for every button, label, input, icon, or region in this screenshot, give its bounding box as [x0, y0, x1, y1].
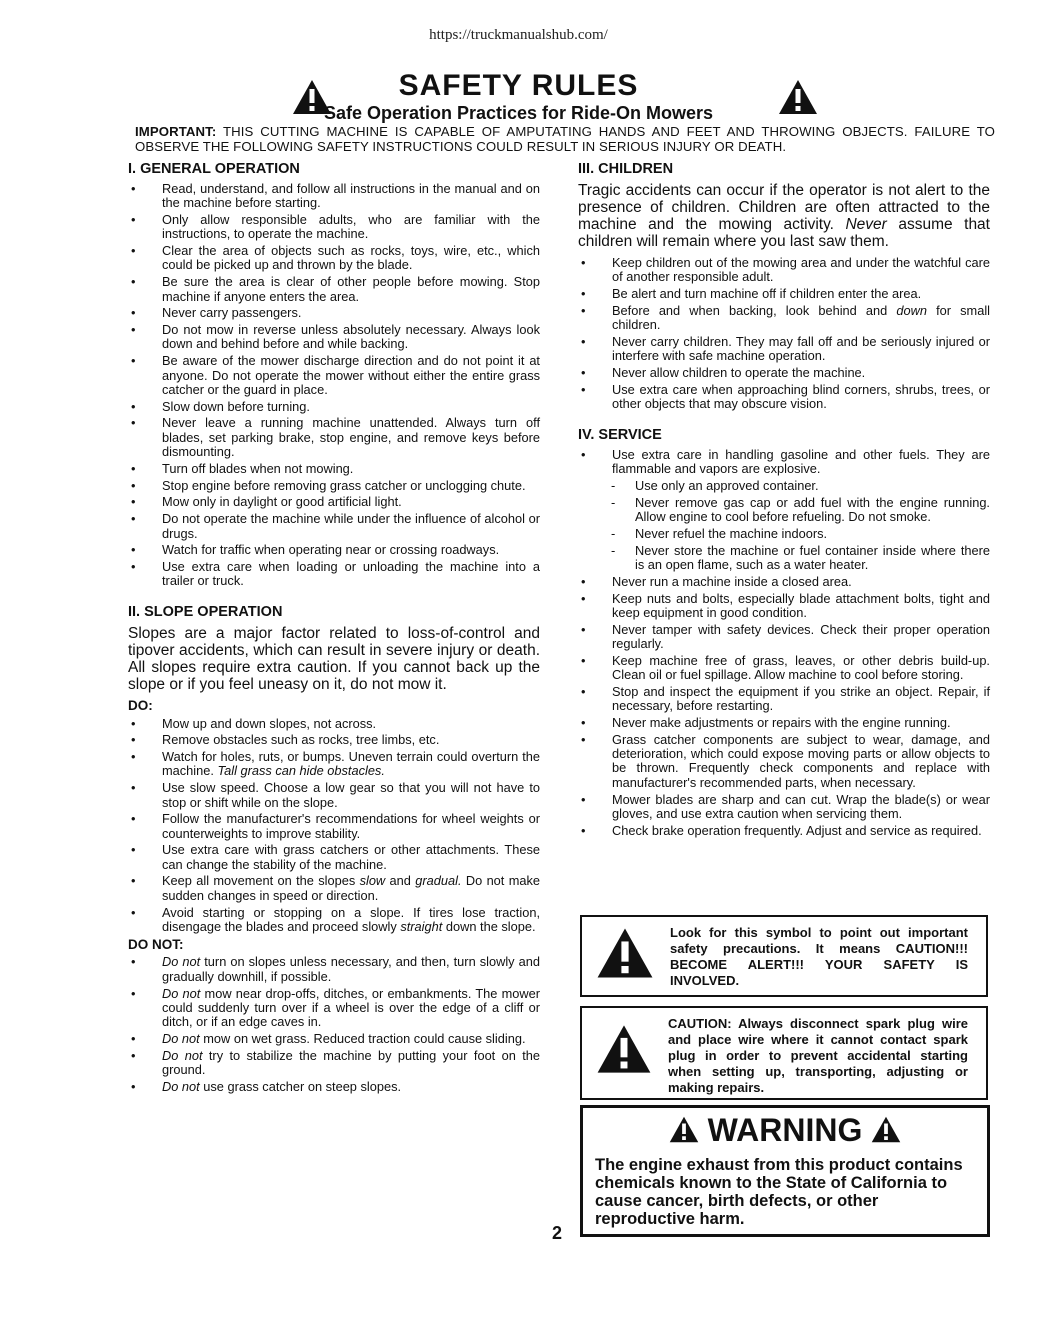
- warning-triangle-icon: [596, 927, 654, 979]
- page-number: 2: [552, 1223, 563, 1243]
- fuel-sublist: [578, 479, 990, 572]
- do-list: [128, 717, 540, 935]
- important-text: THIS CUTTING MACHINE IS CAPABLE OF AMPUTATING HANDS AND FEET AND THROWING OBJECTS. FAILURE TO OBSERVE THE FOLLOWING SAFETY INSTRUCTIONS COULD RESULT IN SERIOUS INJURY OR DEATH.: [135, 124, 995, 154]
- children-list: [578, 256, 990, 411]
- warning-box: [580, 1105, 990, 1237]
- list-item: • Use extra care with grass catchers or other attachments. These can change the stability of the machine.: [128, 843, 540, 872]
- list-item: • Slow down before turning.: [128, 400, 540, 414]
- warning-triangle-icon: [596, 1024, 652, 1074]
- section-heading-general: I. GENERAL OPERATION: [128, 161, 300, 177]
- do-label: DO:: [128, 698, 153, 714]
- list-item: • Mower blades are sharp and can cut. Wrap the blade(s) or wear gloves, and use extra caution when servicing them.: [578, 793, 990, 822]
- list-item: • Turn off blades when not mowing.: [128, 462, 540, 476]
- list-item: • Grass catcher components are subject to wear, damage, and deterioration, which could expose moving parts or allow objects to be thrown. Frequently check components and replace with manufacturer's recommended parts, when necessary.: [578, 733, 990, 790]
- list-item: • Check brake operation frequently. Adjust and service as required.: [578, 824, 990, 838]
- list-item: • Watch for holes, ruts, or bumps. Uneven terrain could overturn the machine. Tall grass can hide obstacles.: [128, 750, 540, 779]
- list-item: • Never carry children. They may fall off and be seriously injured or interfere with safe machine operation.: [578, 335, 990, 364]
- list-item: • Do not mow near drop-offs, ditches, or embankments. The mower could suddenly turn over if a wheel is over the edge of a cliff or ditch, or if an edge caves in.: [128, 987, 540, 1030]
- caution-text: CAUTION: Always disconnect spark plug wire and place wire where it cannot contact spark plug in order to prevent accidental starting when setting up, transporting, adjusting or making repairs.: [668, 1016, 968, 1095]
- list-item: • Do not mow in reverse unless absolutely necessary. Always look down and behind before and while backing.: [128, 323, 540, 352]
- list-item: • Do not use grass catcher on steep slopes.: [128, 1080, 540, 1094]
- list-item: • Keep children out of the mowing area and under the watchful care of another responsible adult.: [578, 256, 990, 285]
- list-item: - Never refuel the machine indoors.: [578, 527, 990, 541]
- warning-triangle-icon: [871, 1116, 901, 1143]
- warning-triangle-icon: [669, 1116, 699, 1143]
- list-item: • Never leave a running machine unattended. Always turn off blades, set parking brake, stop engine, and remove keys before dismounting.: [128, 416, 540, 459]
- list-item: • Clear the area of objects such as rocks, toys, wire, etc., which could be picked up and thrown by the blade.: [128, 244, 540, 273]
- list-item: • Use extra care when approaching blind corners, shrubs, trees, or other objects that may obscure vision.: [578, 383, 990, 412]
- list-item: • Keep nuts and bolts, especially blade attachment bolts, tight and keep equipment in good condition.: [578, 592, 990, 621]
- symbol-notice-text: Look for this symbol to point out important safety precautions. It means CAUTION!!! BECOME ALERT!!! YOUR SAFETY IS INVOLVED.: [670, 925, 968, 988]
- list-item: • Do not mow on wet grass. Reduced traction could cause sliding.: [128, 1032, 540, 1046]
- list-item: • Mow up and down slopes, not across.: [128, 717, 540, 731]
- list-item: • Stop and inspect the equipment if you strike an object. Repair, if necessary, before restarting.: [578, 685, 990, 714]
- right-column: [578, 160, 990, 840]
- symbol-notice-box: [580, 915, 988, 997]
- list-item: - Never store the machine or fuel container inside where there is an open flame, such as a water heater.: [578, 544, 990, 573]
- list-item: • Use slow speed. Choose a low gear so that you will not have to stop or shift while on the slope.: [128, 781, 540, 810]
- list-item: • Stop engine before removing grass catcher or unclogging chute.: [128, 479, 540, 493]
- list-item: • Never carry passengers.: [128, 306, 540, 320]
- list-item: • Be aware of the mower discharge direction and do not point it at anyone. Do not operate the mower without either the entire grass catcher or the guard in place.: [128, 354, 540, 397]
- section-heading-children: III. CHILDREN: [578, 161, 674, 177]
- list-item: • Mow only in daylight or good artificial light.: [128, 495, 540, 509]
- list-item: • Use extra care when loading or unloading the machine into a trailer or truck.: [128, 560, 540, 589]
- list-item: • Avoid starting or stopping on a slope. If tires lose traction, disengage the blades and proceed slowly straight down the slope.: [128, 906, 540, 935]
- service-list: [578, 448, 990, 477]
- source-url: https://truckmanualshub.com/: [429, 27, 608, 43]
- list-item: • Never tamper with safety devices. Check their proper operation regularly.: [578, 623, 990, 652]
- list-item: • Do not operate the machine while under the influence of alcohol or drugs.: [128, 512, 540, 541]
- list-item: • Watch for traffic when operating near or crossing roadways.: [128, 543, 540, 557]
- do-not-list: [128, 955, 540, 1094]
- section-heading-slope: II. SLOPE OPERATION: [128, 604, 283, 621]
- list-item: • Use extra care in handling gasoline and other fuels. They are flammable and vapors are explosive.: [578, 448, 990, 477]
- list-item: • Never run a machine inside a closed area.: [578, 575, 990, 589]
- list-item: • Before and when backing, look behind and down for small children.: [578, 304, 990, 333]
- list-item: • Be alert and turn machine off if children enter the area.: [578, 287, 990, 301]
- do-not-label: DO NOT:: [128, 937, 184, 953]
- caution-box: [580, 1006, 988, 1100]
- section-heading-service: IV. SERVICE: [578, 426, 662, 443]
- list-item: - Never remove gas cap or add fuel with the engine running. Allow engine to cool before refueling. Do not smoke.: [578, 496, 990, 525]
- slope-intro: Slopes are a major factor related to loss-of-control and tipover accidents, which can result in severe injury or death. All slopes require extra caution. If you cannot back up the slope or if you feel uneasy on it, do not mow it.: [128, 625, 540, 694]
- list-item: • Do not turn on slopes unless necessary, and then, turn slowly and gradually downhill, if possible.: [128, 955, 540, 984]
- list-item: • Never allow children to operate the machine.: [578, 366, 990, 380]
- list-item: • Remove obstacles such as rocks, tree limbs, etc.: [128, 733, 540, 747]
- service-list-continued: [578, 575, 990, 838]
- warning-text: The engine exhaust from this product contains chemicals known to the State of California to cause cancer, birth defects, or other reproductive harm.: [595, 1156, 963, 1228]
- left-column: [128, 160, 540, 1097]
- list-item: • Keep machine free of grass, leaves, or other debris build-up. Clean oil or fuel spillage. Allow machine to cool before storing.: [578, 654, 990, 683]
- list-item: - Use only an approved container.: [578, 479, 990, 493]
- important-notice: [135, 124, 995, 154]
- list-item: • Read, understand, and follow all instructions in the manual and on the machine before starting.: [128, 182, 540, 211]
- list-item: • Never make adjustments or repairs with the engine running.: [578, 716, 990, 730]
- page-header: [0, 70, 1037, 124]
- list-item: • Keep all movement on the slopes slow and gradual. Do not make sudden changes in speed or direction.: [128, 874, 540, 903]
- warning-heading: WARNING: [583, 1110, 987, 1150]
- list-item: • Only allow responsible adults, who are familiar with the instructions, to operate the machine.: [128, 213, 540, 242]
- general-list: [128, 182, 540, 589]
- page-subtitle: Safe Operation Practices for Ride-On Mowers: [323, 103, 714, 123]
- children-intro: Tragic accidents can occur if the operator is not alert to the presence of children. Children are often attracted to the machine and the mowing activity. Never assume that children will remain where you last saw them.: [578, 182, 990, 250]
- list-item: • Follow the manufacturer's recommendations for wheel weights or counterweights to improve stability.: [128, 812, 540, 841]
- list-item: • Do not try to stabilize the machine by putting your foot on the ground.: [128, 1049, 540, 1078]
- list-item: • Be sure the area is clear of other people before mowing. Stop machine if anyone enters the area.: [128, 275, 540, 304]
- page-title: SAFETY RULES: [398, 69, 639, 102]
- important-label: IMPORTANT:: [135, 124, 217, 139]
